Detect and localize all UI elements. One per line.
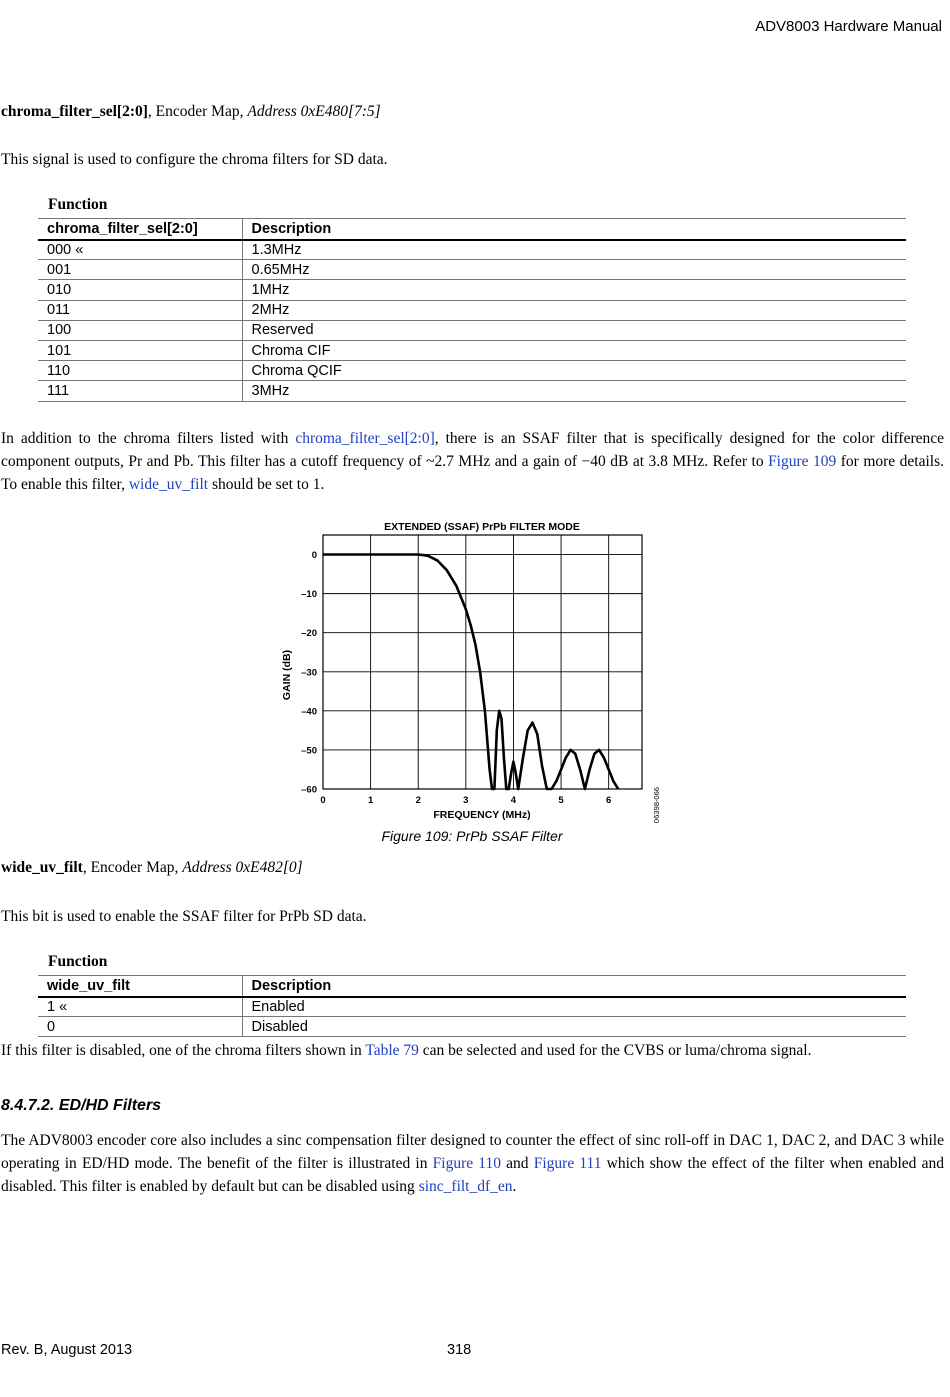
table-row xyxy=(38,1017,906,1037)
table-cell-description: Disabled xyxy=(242,1017,906,1037)
table-cell-description: Chroma CIF xyxy=(242,340,906,360)
y-tick-label: –60 xyxy=(301,784,317,796)
column-header: wide_uv_filt xyxy=(38,976,242,997)
function-label: Function xyxy=(48,196,108,213)
chart-title: EXTENDED (SSAF) PrPb FILTER MODE xyxy=(384,521,580,533)
y-tick-label: –30 xyxy=(301,667,317,679)
text-span: for more details. To enable this filter, xyxy=(1,453,944,493)
table-cell-value: 110 xyxy=(38,361,242,381)
table-cell-value: 1 « xyxy=(38,997,242,1017)
signal-name: wide_uv_filt xyxy=(1,859,83,876)
table-cell-description: Enabled xyxy=(242,997,906,1017)
y-tick-label: –40 xyxy=(301,706,317,718)
text-span: can be selected and used for the CVBS or luma/chroma signal. xyxy=(418,1042,812,1059)
footer-revision: Rev. B, August 2013 xyxy=(1,1342,133,1358)
link-wide-uv-filt[interactable]: wide_uv_filt xyxy=(128,476,209,493)
link-chroma-filter-sel[interactable]: chroma_filter_sel[2:0] xyxy=(295,430,435,447)
table-cell-value: 000 « xyxy=(38,240,242,260)
y-tick-label: –50 xyxy=(301,745,317,757)
link-figure-109[interactable]: Figure 109 xyxy=(768,453,837,470)
text-span: If this filter is disabled, one of the chroma filters shown in xyxy=(1,1042,366,1059)
y-axis-label: GAIN (dB) xyxy=(281,649,293,701)
table-header-row xyxy=(38,219,906,240)
link-table-79[interactable]: Table 79 xyxy=(365,1042,419,1059)
column-header: chroma_filter_sel[2:0] xyxy=(38,219,242,240)
x-tick-label: 6 xyxy=(606,795,612,806)
table-row xyxy=(38,997,906,1017)
table-row xyxy=(38,240,906,260)
chroma-filter-table xyxy=(38,218,906,402)
signal-name: chroma_filter_sel[2:0] xyxy=(1,103,148,120)
ssaf-paragraph xyxy=(1,427,944,496)
signal-heading-wide-uv-filt xyxy=(1,859,303,877)
link-figure-110[interactable]: Figure 110 xyxy=(432,1155,501,1172)
signal-description: This bit is used to enable the SSAF filter for PrPb SD data. xyxy=(1,908,367,925)
column-header: Description xyxy=(242,976,906,997)
table-cell-description: Reserved xyxy=(242,320,906,340)
y-tick-label: –20 xyxy=(301,628,317,640)
x-tick-label: 2 xyxy=(415,795,421,806)
table-row xyxy=(38,300,906,320)
table-row xyxy=(38,361,906,381)
figure-code: 06398-066 xyxy=(652,787,661,823)
chart-grid xyxy=(323,535,642,789)
signal-address: Address 0xE480[7:5] xyxy=(247,103,381,120)
ssaf-filter-chart xyxy=(270,513,670,833)
link-figure-111[interactable]: Figure 111 xyxy=(533,1155,602,1172)
x-axis-label: FREQUENCY (MHz) xyxy=(433,809,531,821)
table-cell-description: 2MHz xyxy=(242,300,906,320)
signal-description: This signal is used to configure the chroma filters for SD data. xyxy=(1,151,388,168)
x-tick-label: 4 xyxy=(510,795,517,806)
link-sinc-filt-df-en[interactable]: sinc_filt_df_en xyxy=(418,1178,513,1195)
table-cell-description: 1.3MHz xyxy=(242,240,906,260)
text-span: In addition to the chroma filters listed with xyxy=(1,430,296,447)
table-cell-value: 001 xyxy=(38,260,242,280)
table-header-row xyxy=(38,976,906,997)
table-cell-value: 101 xyxy=(38,340,242,360)
table-row xyxy=(38,280,906,300)
x-tick-label: 0 xyxy=(320,795,326,806)
table-cell-value: 010 xyxy=(38,280,242,300)
text-span: should be set to 1. xyxy=(208,476,325,493)
signal-map: , Encoder Map, xyxy=(82,859,183,876)
table-cell-description: Chroma QCIF xyxy=(242,361,906,381)
column-header: Description xyxy=(242,219,906,240)
sinc-filter-paragraph xyxy=(1,1129,944,1198)
y-tick-label: 0 xyxy=(311,550,317,562)
text-span: , there is an SSAF filter that is specifically designed for the color difference component outputs, Pr and Pb. This filter has a cutoff frequency of ~2.7 MHz and a gain of −40 dB at 3.8 MHz. Refer to xyxy=(1,430,944,470)
x-tick-label: 3 xyxy=(463,795,469,806)
table-cell-description: 3MHz xyxy=(242,381,906,401)
table-cell-value: 100 xyxy=(38,320,242,340)
figure-caption: Figure 109: PrPb SSAF Filter xyxy=(381,828,563,844)
signal-map: , Encoder Map, xyxy=(147,103,248,120)
signal-heading-chroma-filter-sel xyxy=(1,103,381,121)
chart-svg xyxy=(270,513,670,833)
table-cell-value: 111 xyxy=(38,381,242,401)
signal-address: Address 0xE482[0] xyxy=(182,859,303,876)
disabled-filter-paragraph xyxy=(1,1039,811,1062)
text-span: . xyxy=(512,1178,517,1195)
page-header-title: ADV8003 Hardware Manual xyxy=(755,18,942,35)
function-label: Function xyxy=(48,953,108,970)
table-cell-description: 1MHz xyxy=(242,280,906,300)
footer-page-number: 318 xyxy=(447,1342,472,1358)
x-tick-label: 1 xyxy=(367,795,374,806)
text-span: which show the effect of the filter when enabled and disabled. This filter is enabled by default but can be disabled using xyxy=(1,1155,944,1195)
section-heading: 8.4.7.2. ED/HD Filters xyxy=(1,1097,162,1114)
table-cell-value: 0 xyxy=(38,1017,242,1037)
y-tick-labels xyxy=(301,550,317,795)
table-cell-value: 011 xyxy=(38,300,242,320)
table-row xyxy=(38,381,906,401)
text-span: and xyxy=(500,1155,534,1172)
table-row xyxy=(38,340,906,360)
text-span: The ADV8003 encoder core also includes a sinc compensation filter designed to counter the effect of sinc roll-off in DAC 1, DAC 2, and DAC 3 while operating in ED/HD mode. The benefit of the filter is illustrated in xyxy=(1,1132,944,1172)
table-cell-description: 0.65MHz xyxy=(242,260,906,280)
x-tick-label: 5 xyxy=(558,795,564,806)
wide-uv-filt-table xyxy=(38,975,906,1037)
x-tick-labels xyxy=(320,795,611,806)
table-row xyxy=(38,260,906,280)
y-tick-label: –10 xyxy=(301,589,317,601)
table-row xyxy=(38,320,906,340)
